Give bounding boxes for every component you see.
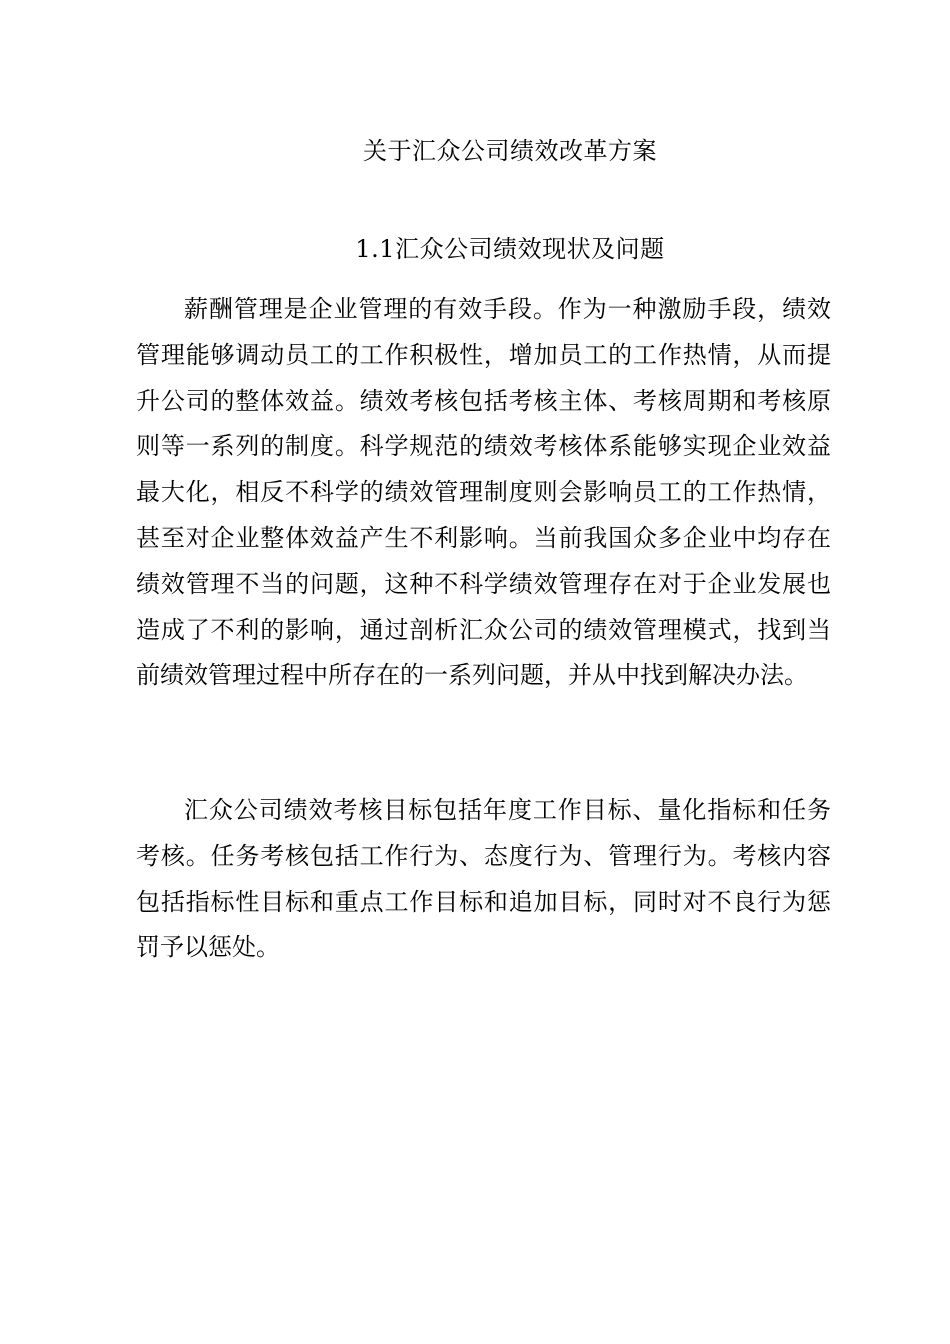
body-paragraph: 汇众公司绩效考核目标包括年度工作目标、量化指标和任务考核。任务考核包括工作行为、态度行为、管理行为。考核内容包括指标性目标和重点工作目标和追加目标，同时对不良行为惩罚予以惩处。 (136, 796, 831, 962)
body-paragraph: 薪酬管理是企业管理的有效手段。作为一种激励手段，绩效管理能够调动员工的工作积极性，增加员工的工作热情，从而提升公司的整体效益。绩效考核包括考核主体、考核周期和考核原则等一系列的制度。科学规范的绩效考核体系能够实现企业效益最大化，相反不科学的绩效管理制度则会影响员工的工作热情，甚至对企业整体效益产生不利影响。当前我国众多企业中均存在绩效管理不当的问题，这种不科学绩效管理存在对于企业发展也造成了不利的影响，通过剖析汇众公司的绩效管理模式，找到当前绩效管理过程中所存在的一系列问题，并从中找到解决办法。 (136, 295, 831, 690)
document-title: 关于汇众公司绩效改革方案 (363, 137, 657, 165)
section-heading: 1.1汇众公司绩效现状及问题 (355, 235, 665, 263)
